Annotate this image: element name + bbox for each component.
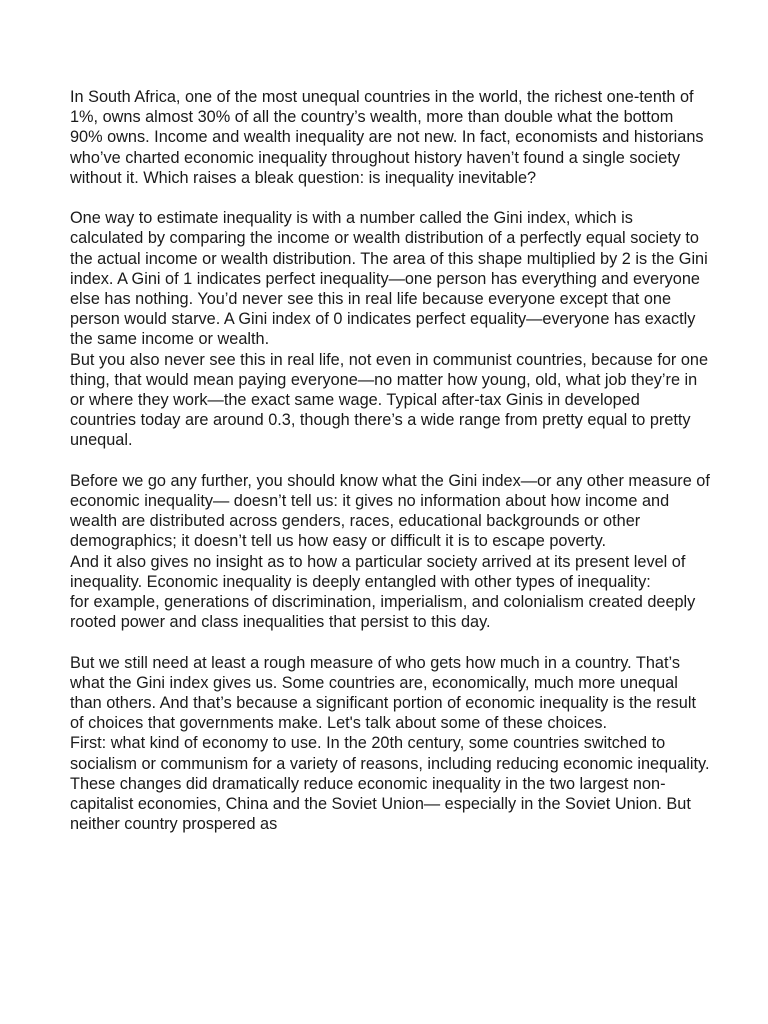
paragraph-gini-definition: One way to estimate inequality is with a number called the Gini index, which is calculated by comparing the income or wealth distribution of a perfectly equal society to the actual income or wealth distribution. The area of this shape multiplied by 2 is the Gini index. A Gini of 1 indicates perfect inequality—one person has everything and everyone else has nothing. You’d never see this in real life because everyone except that one person would starve. A Gini index of 0 indicates perfect equality—everyone has exactly the same income or wealth. (70, 209, 708, 349)
paragraph-limitations: Before we go any further, you should know what the Gini index—or any other measure of economic inequality— doesn’t tell us: it gives no information about how income and wealth are distributed across genders, races, educational backgrounds or other demographics; it doesn’t tell us how easy or difficult it is to escape poverty. (70, 471, 710, 551)
paragraph-no-insight: And it also gives no insight as to how a particular society arrived at its present level of inequality. Economic inequality is deeply entangled with other types of inequality: (70, 552, 686, 591)
paragraph-gap (70, 188, 710, 208)
document-body (70, 87, 710, 834)
paragraph-example: for example, generations of discrimination, imperialism, and colonialism created deeply rooted power and class inequalities that persist to this day. (70, 593, 696, 632)
paragraph-economy-choice: First: what kind of economy to use. In the 20th century, some countries switched to socialism or communism for a variety of reasons, including reducing economic inequality. These changes did dramatically reduce economic inequality in the two largest non-capitalist economies, China and the Soviet Union— especially in the Soviet Union. But neither country prospered as (70, 734, 710, 834)
paragraph-gap (70, 632, 710, 652)
paragraph-rough-measure: But we still need at least a rough measure of who gets how much in a country. That’s what the Gini index gives us. Some countries are, economically, much more unequal than others. And that’s because a significant portion of economic inequality is the result of choices that governments make. Let's talk about some of these choices. (70, 653, 697, 733)
paragraph-gap (70, 451, 710, 471)
paragraph-south-africa: In South Africa, one of the most unequal countries in the world, the richest one-tenth of 1%, owns almost 30% of all the country’s wealth, more than double what the bottom 90% owns. Income and wealth inequality are not new. In fact, economists and historians who’ve charted economic inequality throughout history haven’t found a single society without it. Which raises a bleak question: is inequality inevitable? (70, 88, 704, 187)
paragraph-real-life: But you also never see this in real life, not even in communist countries, because for one thing, that would mean paying everyone—no matter how young, old, what job they’re in or where they work—the exact same wage. Typical after-tax Ginis in developed countries today are around 0.3, though there’s a wide range from pretty equal to pretty unequal. (70, 350, 709, 450)
